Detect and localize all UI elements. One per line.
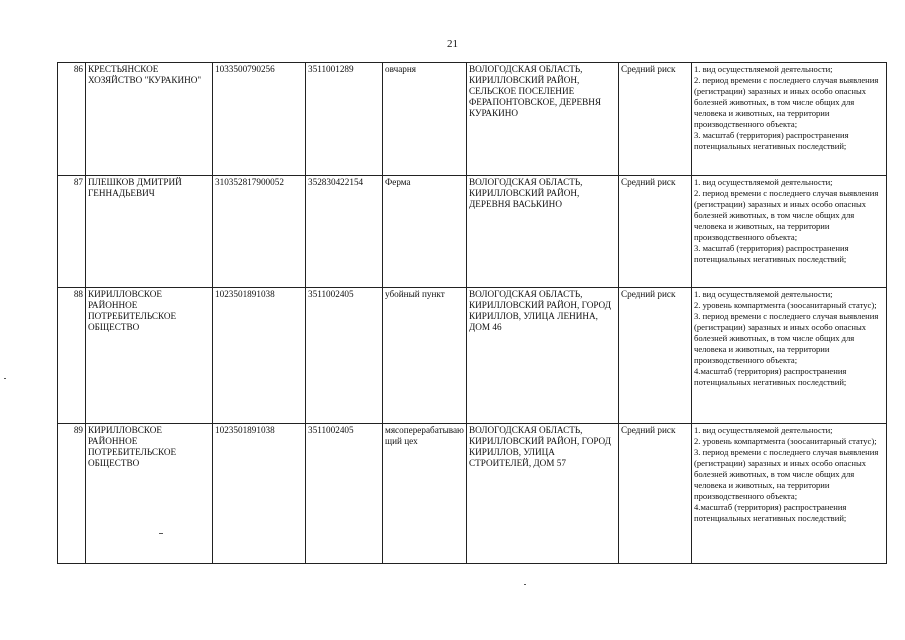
row-number: 88 <box>58 288 86 424</box>
risk-category-cell: Средний риск <box>619 424 692 564</box>
criterion-item: 1. вид осуществляемой деятельности; <box>694 64 833 74</box>
table-row <box>58 288 887 424</box>
address-cell: ВОЛОГОДСКАЯ ОБЛАСТЬ, КИРИЛЛОВСКИЙ РАЙОН, ДЕРЕВНЯ ВАСЬКИНО <box>467 176 619 288</box>
risk-category-cell: Средний риск <box>619 176 692 288</box>
criteria-cell <box>692 63 887 176</box>
criterion-item: 2. период времени с последнего случая выявления (регистрации) заразных и иных особо опасных болезней животных, в том числе общих для человека и животных, на территории производственного объекта; <box>694 75 879 129</box>
ogrn-cell: 1033500790256 <box>213 63 306 176</box>
organization-name: КРЕСТЬЯНСКОЕ ХОЗЯЙСТВО "КУРАКИНО" <box>86 63 213 176</box>
ogrn-cell: 1023501891038 <box>213 424 306 564</box>
address-cell: ВОЛОГОДСКАЯ ОБЛАСТЬ, КИРИЛЛОВСКИЙ РАЙОН, ГОРОД КИРИЛЛОВ, УЛИЦА ЛЕНИНА, ДОМ 46 <box>467 288 619 424</box>
criterion-item: 3. масштаб (территория) распространения потенциальных негативных последствий; <box>694 130 849 151</box>
table-row <box>58 176 887 288</box>
criteria-cell <box>692 288 887 424</box>
criteria-cell <box>692 424 887 564</box>
criterion-item: 4.масштаб (территория) распространения потенциальных негативных последствий; <box>694 502 847 523</box>
criterion-item: 2. период времени с последнего случая выявления (регистрации) заразных и иных особо опасных болезней животных, в том числе общих для человека и животных, на территории производственного объекта; <box>694 188 879 242</box>
ogrn-cell: 1023501891038 <box>213 288 306 424</box>
risk-category-cell: Средний риск <box>619 63 692 176</box>
row-number: 87 <box>58 176 86 288</box>
scan-speck <box>159 533 163 534</box>
object-type-cell: убойный пункт <box>383 288 467 424</box>
object-type-cell: Ферма <box>383 176 467 288</box>
criterion-item: 3. период времени с последнего случая выявления (регистрации) заразных и иных особо опасных болезней животных, в том числе общих для человека и животных, на территории производственного объекта; <box>694 311 879 365</box>
inn-cell: 3511002405 <box>306 424 383 564</box>
criterion-item: 1. вид осуществляемой деятельности; <box>694 425 833 435</box>
criterion-item: 1. вид осуществляемой деятельности; <box>694 289 833 299</box>
address-cell: ВОЛОГОДСКАЯ ОБЛАСТЬ, КИРИЛЛОВСКИЙ РАЙОН, ГОРОД КИРИЛЛОВ, УЛИЦА СТРОИТЕЛЕЙ, ДОМ 57 <box>467 424 619 564</box>
object-type-cell: овчарня <box>383 63 467 176</box>
table-row <box>58 424 887 564</box>
criteria-cell <box>692 176 887 288</box>
organization-name: КИРИЛЛОВСКОЕ РАЙОННОЕ ПОТРЕБИТЕЛЬСКОЕ ОБЩЕСТВО <box>86 288 213 424</box>
criterion-item: 3. период времени с последнего случая выявления (регистрации) заразных и иных особо опасных болезней животных, в том числе общих для человека и животных, на территории производственного объекта; <box>694 447 879 501</box>
address-cell: ВОЛОГОДСКАЯ ОБЛАСТЬ, КИРИЛЛОВСКИЙ РАЙОН, СЕЛЬСКОЕ ПОСЕЛЕНИЕ ФЕРАПОНТОВСКОЕ, ДЕРЕВНЯ КУРАКИНО <box>467 63 619 176</box>
table-row <box>58 63 887 176</box>
criterion-item: 2. уровень компартмента (зоосанитарный статус); <box>694 436 877 446</box>
scan-speck <box>4 378 6 379</box>
row-number: 86 <box>58 63 86 176</box>
criterion-item: 4.масштаб (территория) распространения потенциальных негативных последствий; <box>694 366 847 387</box>
inn-cell: 3511001289 <box>306 63 383 176</box>
criterion-item: 1. вид осуществляемой деятельности; <box>694 177 833 187</box>
organization-name: КИРИЛЛОВСКОЕ РАЙОННОЕ ПОТРЕБИТЕЛЬСКОЕ ОБЩЕСТВО <box>86 424 213 564</box>
inn-cell: 352830422154 <box>306 176 383 288</box>
organization-name: ПЛЕШКОВ ДМИТРИЙ ГЕННАДЬЕВИЧ <box>86 176 213 288</box>
scan-speck <box>524 584 526 585</box>
risk-category-cell: Средний риск <box>619 288 692 424</box>
row-number: 89 <box>58 424 86 564</box>
object-type-cell: мясоперерабатывающий цех <box>383 424 467 564</box>
ogrn-cell: 310352817900052 <box>213 176 306 288</box>
criterion-item: 3. масштаб (территория) распространения потенциальных негативных последствий; <box>694 243 849 264</box>
criterion-item: 2. уровень компартмента (зоосанитарный статус); <box>694 300 877 310</box>
registry-table <box>57 62 887 564</box>
page-number: 21 <box>447 38 458 50</box>
inn-cell: 3511002405 <box>306 288 383 424</box>
